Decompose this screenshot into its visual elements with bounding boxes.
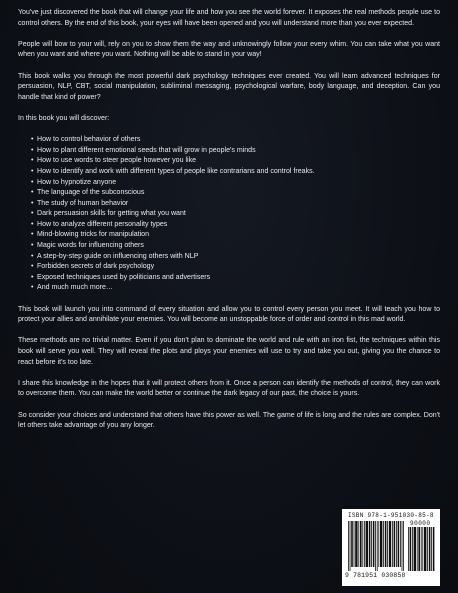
addon-barcode-bars bbox=[408, 527, 435, 571]
list-item: • Exposed techniques used by politicians and advertisers bbox=[31, 273, 440, 284]
list-item: • How to analyze different personality types bbox=[31, 220, 440, 231]
list-item: • And much much more… bbox=[31, 283, 440, 294]
list-item: • The study of human behavior bbox=[31, 199, 440, 210]
isbn-barcode bbox=[342, 509, 440, 586]
list-item: • Forbidden secrets of dark psychology bbox=[31, 262, 440, 273]
outro-paragraph-1: This book will launch you into command of every situation and allow you to control every person you meet. It will teach you how to protect your allies and annihilate your enemies. You will become an unstoppable force of order and control in this mad world. bbox=[18, 305, 440, 324]
intro-paragraph-3: This book walks you through the most powerful dark psychology techniques ever created. You will learn advanced techniques for persuasion, NLP, CBT, social manipulation, subliminal messaging, psychological warfare, body language, and deception. Can you handle that kind of power? bbox=[18, 72, 440, 101]
list-intro: In this book you will discover: bbox=[18, 114, 110, 122]
intro-paragraph-1: You've just discovered the book that will change your life and how you see the world forever. It exposes the real methods people use to control others. By the end of this book, your eyes will have been opened and you will understand more than you ever expected. bbox=[18, 9, 440, 27]
list-item: • How to hypnotize anyone bbox=[31, 178, 440, 189]
discover-list bbox=[18, 135, 440, 294]
outro-paragraph-3: I share this knowledge in the hopes that it will protect others from it. Once a person can identify the methods of control, they can work to overcome them. You can make the world better or continue the dark legacy of our past, the choice is yours. bbox=[18, 379, 440, 398]
ean-barcode-bars bbox=[348, 521, 404, 571]
outro-paragraph-4: So consider your choices and understand that others have this power as well. The game of life is long and the rules are complex. Don't let others take advantage of you any longer. bbox=[18, 411, 440, 430]
ean-digits: 9 781951 030858 bbox=[345, 572, 406, 579]
isbn-label: ISBN 978-1-951030-85-8 bbox=[348, 512, 434, 519]
list-item: • Magic words for influencing others bbox=[31, 241, 440, 252]
price-addon-label: 90000 bbox=[410, 520, 431, 527]
outro-paragraph-2: These methods are no trivial matter. Even if you don't plan to dominate the world and rule with an iron fist, the techniques within this book will serve you well. They will reveal the plots and ploys your enemies will use to try and take you out, giving you the chance to react before it's too late. bbox=[18, 337, 440, 366]
cover-text bbox=[18, 8, 440, 432]
list-item: • A step-by-step guide on influencing others with NLP bbox=[31, 252, 440, 263]
list-item: • The language of the subconscious bbox=[31, 188, 440, 199]
list-item: • How to control behavior of others bbox=[31, 135, 440, 146]
list-item: • How to use words to steer people however you like bbox=[31, 156, 440, 167]
list-item: • Dark persuasion skills for getting what you want bbox=[31, 209, 440, 220]
list-item: • How to plant different emotional seeds that will grow in people's minds bbox=[31, 146, 440, 157]
intro-paragraph-2: People will bow to your will, rely on you to show them the way and unknowingly follow your every whim. You can take what you want when you want and where you want. Nothing will be able to stand in your way! bbox=[18, 40, 440, 59]
list-item: • How to identify and work with different types of people like contrarians and control freaks. bbox=[31, 167, 440, 178]
list-item: • Mind-blowing tricks for manipulation bbox=[31, 230, 440, 241]
